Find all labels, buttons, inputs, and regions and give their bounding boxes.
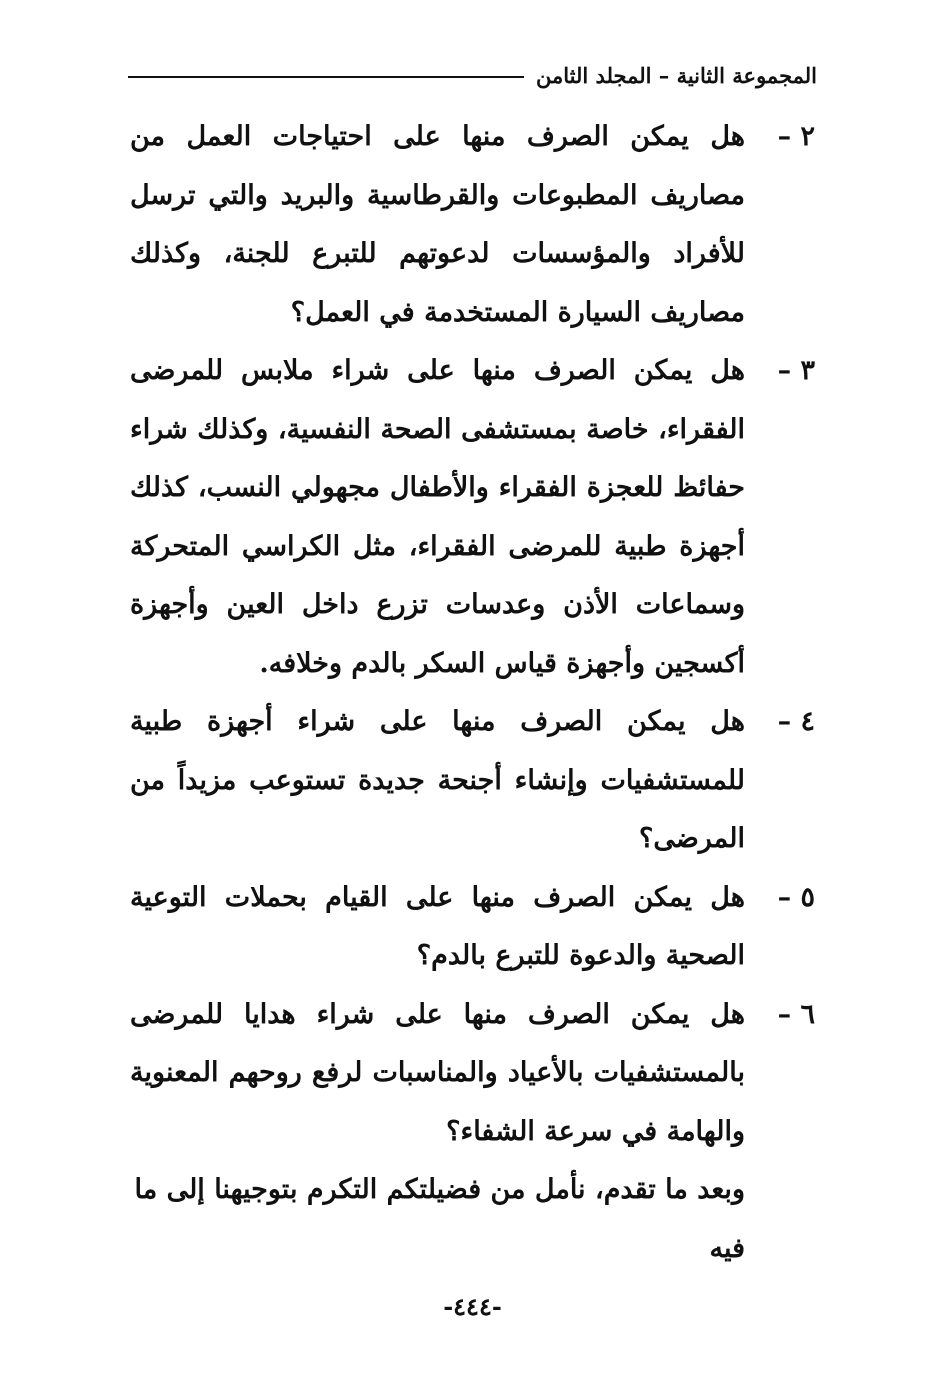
item-text: هل يمكن الصرف منها على شراء ملابس للمرضى الفقراء، خاصة بمستشفى الصحة النفسية، وكذلك شراء حفائظ للعجزة الفقراء والأطفال مجهولي النسب، كذلك أجهزة طبية للمرضى الفقراء، مثل الكراسي المتحركة وسماعات الأذن وعدسات تزرع داخل العين وأجهزة أكسجين وأجهزة قياس السكر بالدم وخلافه.	[130, 355, 745, 679]
item-text: هل يمكن الصرف منها على القيام بحملات التوعية الصحية والدعوة للتبرع بالدم؟	[130, 881, 745, 971]
running-header	[128, 58, 817, 92]
item-number: ٥ –	[777, 881, 815, 913]
item-number: ٢ –	[777, 121, 815, 152]
item-text: هل يمكن الصرف منها على شراء أجهزة طبية للمستشفيات وإنشاء أجنحة جديدة تستوعب مزيداً من المرضى؟	[130, 706, 745, 854]
question-item-2	[130, 108, 815, 342]
item-text: هل يمكن الصرف منها على شراء هدايا للمرضى بالمستشفيات بالأعياد والمناسبات لرفع روحهم المعنوية والهامة في سرعة الشفاء؟	[130, 998, 745, 1147]
question-item-6	[130, 986, 815, 1162]
page-number: -٤٤٤-	[443, 1292, 502, 1321]
item-number: ٦ –	[777, 998, 815, 1030]
item-number: ٤ –	[777, 706, 815, 737]
header-rule	[128, 76, 524, 78]
question-item-5	[130, 869, 815, 986]
question-item-3	[130, 342, 815, 693]
item-number: ٣ –	[777, 355, 815, 386]
header-title: المجموعة الثانية – المجلد الثامن	[536, 62, 817, 88]
closing-paragraph: وبعد ما تقدم، نأمل من فضيلتكم التكرم بتوجيهنا إلى ما فيه	[134, 1174, 745, 1264]
item-text: هل يمكن الصرف منها على احتياجات العمل من مصاريف المطبوعات والقرطاسية والبريد والتي ترسل للأفراد والمؤسسات لدعوتهم للتبرع للجنة، وكذلك مصاريف السيارة المستخدمة في العمل؟	[130, 121, 745, 328]
question-item-4	[130, 693, 815, 869]
body-text	[130, 108, 815, 1278]
